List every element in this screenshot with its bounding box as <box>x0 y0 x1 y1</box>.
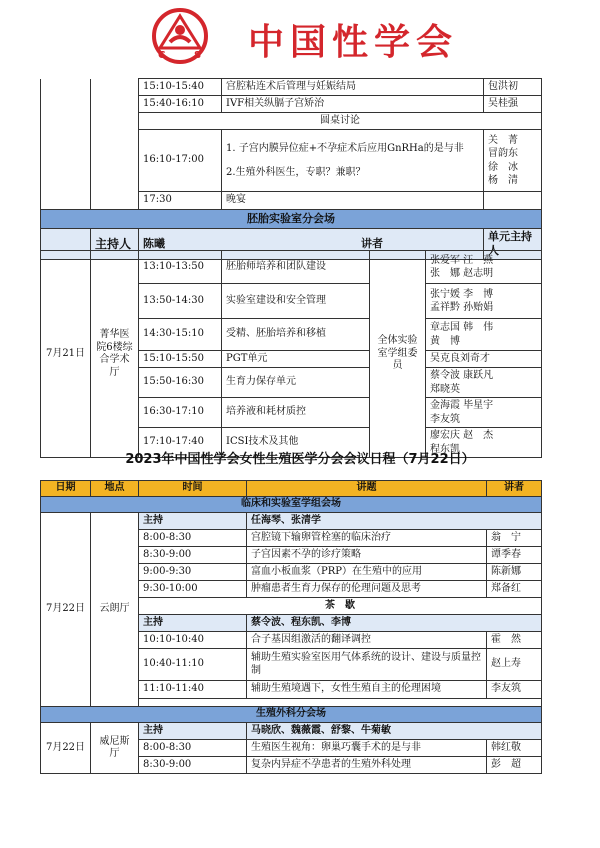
speaker-cell: 霍 然 <box>487 632 542 649</box>
section-title: 胚胎实验室分会场 <box>41 210 542 229</box>
header-row <box>41 481 542 497</box>
time-cell: 15:50-16:30 <box>139 368 222 398</box>
speaker-name: 杨 清 <box>488 175 518 186</box>
unit-hosts <box>426 251 542 284</box>
host-row <box>41 723 542 740</box>
section-header-row <box>41 497 542 513</box>
topic-cell: 生殖医生视角：卵巢巧囊手术的是与非 <box>247 740 487 757</box>
date-cell: 7月21日 <box>41 251 91 458</box>
speaker-cell: 吴桂强 <box>484 96 542 113</box>
host-name: 陈曦 <box>143 237 165 251</box>
speaker-cell: 郑备红 <box>487 581 542 598</box>
speaker-cell: 包洪初 <box>484 79 542 96</box>
schedule-table-0722 <box>40 480 542 774</box>
society-logo-icon <box>148 6 212 64</box>
header-speaker: 讲者 <box>487 481 542 497</box>
host-names: 张爱军 汪 燕 <box>430 254 494 266</box>
logo-header <box>0 0 600 70</box>
host-names: 章志国 韩 伟 <box>430 322 494 333</box>
topic-cell: 复杂内异症不孕患者的生殖外科处理 <box>247 757 487 774</box>
time-cell: 8:30-9:00 <box>139 547 247 564</box>
speakers-cell: 全体实验室学组委员 <box>370 251 426 458</box>
topic-cell: 子宫因素不孕的诊疗策略 <box>247 547 487 564</box>
unit-hosts <box>426 368 542 398</box>
time-cell: 15:40-16:10 <box>139 96 222 113</box>
speaker-label: 讲者 <box>361 237 383 251</box>
host-names: 蔡令波 康跃凡 <box>430 370 494 381</box>
speaker-name: 徐 冰 <box>488 161 518 173</box>
header-topic: 讲题 <box>247 481 487 497</box>
host-names: 廖宏庆 赵 杰 <box>430 430 494 441</box>
host-label: 主持 <box>139 723 247 740</box>
svg-text:C: C <box>158 50 166 61</box>
time-cell: 16:10-17:00 <box>139 130 222 192</box>
topic-cell: 肿瘤患者生育力保存的伦理问题及思考 <box>247 581 487 598</box>
lab-schedule-table <box>40 250 542 458</box>
section-title: 临床和实验室学组会场 <box>41 497 542 513</box>
host-names: 孟祥黔 孙贻娟 <box>430 302 494 313</box>
host-names: 吴克良刘奇才 <box>426 351 542 368</box>
host-row <box>41 513 542 530</box>
speaker-cell: 彭 超 <box>487 757 542 774</box>
host-names: 任海琴、张清学 <box>247 513 542 530</box>
time-cell: 16:30-17:10 <box>139 398 222 428</box>
roundtable-topics <box>222 130 484 192</box>
svg-text:S: S <box>194 50 202 61</box>
speaker-cell: 李友筑 <box>487 681 542 699</box>
venue-cell: 威尼斯厅 <box>91 723 139 774</box>
time-cell: 15:10-15:50 <box>139 351 222 368</box>
schedule-table-continued <box>40 78 542 260</box>
time-cell: 10:40-11:10 <box>139 649 247 681</box>
host-names: 黄 博 <box>430 335 460 347</box>
time-cell: 8:00-8:30 <box>139 740 247 757</box>
time-cell: 13:50-14:30 <box>139 284 222 319</box>
header-date: 日期 <box>41 481 91 497</box>
time-cell: 9:30-10:00 <box>139 581 247 598</box>
section-title: 生殖外科分会场 <box>41 707 542 723</box>
time-cell: 10:10-10:40 <box>139 632 247 649</box>
time-cell: 11:10-11:40 <box>139 681 247 699</box>
time-cell: 8:00-8:30 <box>139 530 247 547</box>
host-names: 张 娜 赵志明 <box>430 268 494 279</box>
time-cell: 13:10-13:50 <box>139 251 222 284</box>
topic-cell: 宫腔镜下输卵管栓塞的临床治疗 <box>247 530 487 547</box>
host-names: 李友筑 <box>430 413 460 425</box>
host-names: 金海霞 毕星宇 <box>430 400 494 411</box>
speaker-name: 关 菁 <box>488 134 518 146</box>
roundtable-topic: 1. 子宫内膜异位症+不孕症术后应用GnRHa的是与非 <box>226 143 464 154</box>
time-cell: 9:00-9:30 <box>139 564 247 581</box>
speaker-cell: 翁 宁 <box>487 530 542 547</box>
venue-cell: 菁华医院6楼综合学术厅 <box>91 251 139 458</box>
schedule-title: 2023年中国性学会女性生殖医学分会会议日程（7月22日） <box>125 452 475 467</box>
society-logo-text: 中国性学会 <box>248 22 459 63</box>
topic-cell: 辅助生殖实验室医用气体系统的设计、建设与质量控制 <box>247 649 487 681</box>
section-header-row <box>41 707 542 723</box>
date-cell: 7月22日 <box>41 723 91 774</box>
topic-cell: PGT单元 <box>222 351 370 368</box>
topic-cell: 生育力保存单元 <box>222 368 370 398</box>
topic-cell: 辅助生殖境遇下，女性生殖自主的伦理困境 <box>247 681 487 699</box>
date-cell: 7月22日 <box>41 513 91 707</box>
speaker-name: 冒韵东 <box>488 148 518 159</box>
topic-cell: 晚宴 <box>222 192 484 210</box>
header-time: 时间 <box>139 481 247 497</box>
roundtable-speakers <box>484 130 542 192</box>
host-names: 张宁媛 李 博 <box>430 288 494 300</box>
header-venue: 地点 <box>91 481 139 497</box>
time-cell: 8:30-9:00 <box>139 757 247 774</box>
speaker-cell: 谭季春 <box>487 547 542 564</box>
venue-cell: 云朗厅 <box>91 513 139 707</box>
speaker-cell: 陈新娜 <box>487 564 542 581</box>
topic-cell: IVF相关纵膈子宫矫治 <box>222 96 484 113</box>
roundtable-label: 圆桌讨论 <box>139 113 542 130</box>
topic-cell: 受精、胚胎培养和移植 <box>222 319 370 351</box>
section-header-row <box>41 210 542 229</box>
host-label: 主持人 <box>91 229 139 260</box>
host-label: 主持 <box>139 513 247 530</box>
time-cell: 15:10-15:40 <box>139 79 222 96</box>
topic-cell: 合子基因组激活的翻译调控 <box>247 632 487 649</box>
topic-cell: ICSI技术及其他 <box>222 428 370 458</box>
time-cell: 17:30 <box>139 192 222 210</box>
unit-hosts <box>426 319 542 351</box>
table-row <box>41 79 542 96</box>
speaker-cell: 赵上寿 <box>487 649 542 681</box>
table-row <box>41 251 542 284</box>
topic-cell: 宫腔粘连术后管理与妊娠结局 <box>222 79 484 96</box>
time-cell: 14:30-15:10 <box>139 319 222 351</box>
unit-hosts <box>426 398 542 428</box>
unit-host-label: 单元主持人 <box>484 229 542 260</box>
host-label: 主持 <box>139 615 247 632</box>
topic-cell: 培养液和耗材质控 <box>222 398 370 428</box>
host-names: 蔡令波、程东凯、李博 <box>247 615 542 632</box>
roundtable-topic: 2.生殖外科医生，专职？兼职？ <box>226 166 366 178</box>
topic-cell: 富血小板血浆（PRP）在生殖中的应用 <box>247 564 487 581</box>
host-names: 郑晓英 <box>430 383 460 395</box>
host-names: 马晓欣、魏薇霞、舒黎、牛菊敏 <box>247 723 542 740</box>
speaker-cell: 韩红敬 <box>487 740 542 757</box>
time-cell: 17:10-17:40 <box>139 428 222 458</box>
tea-break-label: 茶 歇 <box>139 598 542 615</box>
topic-cell: 实验室建设和安全管理 <box>222 284 370 319</box>
unit-hosts <box>426 284 542 319</box>
topic-cell: 胚胎师培养和团队建设 <box>222 251 370 284</box>
host-names: 程东凯 <box>430 443 460 455</box>
